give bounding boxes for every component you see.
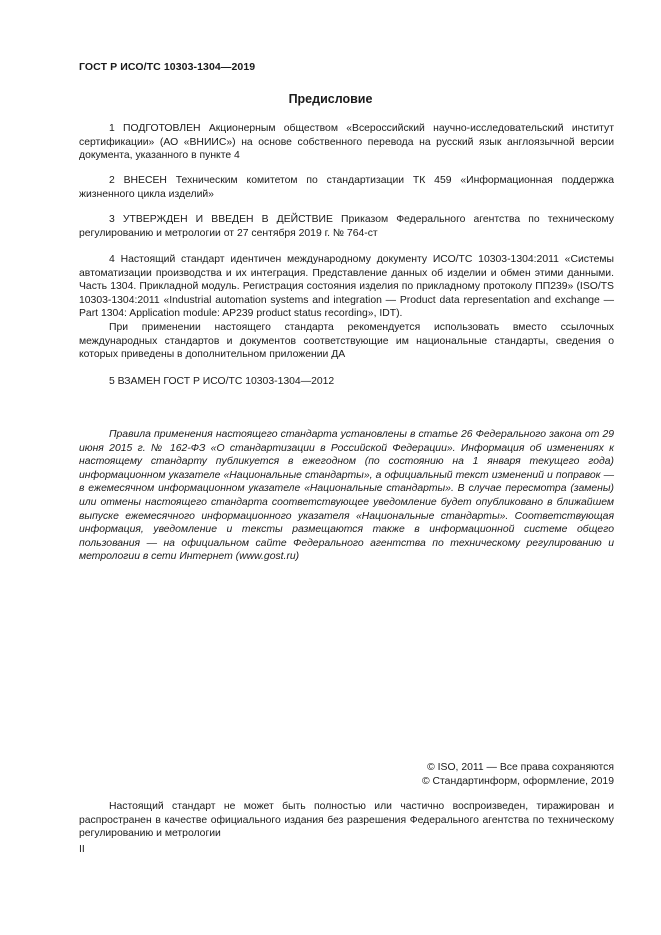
paragraph-prepared-by: 1 ПОДГОТОВЛЕН Акционерным обществом «Всероссийский научно-исследовательский институт сертификации» (АО «ВНИИС») на основе собственного перевода на русский язык англоязычной версии документа, указанного в пункте 4: [79, 123, 614, 162]
paragraph-replaces: 5 ВЗАМЕН ГОСТ Р ИСО/ТС 10303-1304—2012: [109, 376, 335, 387]
paragraph-introduced-by: 2 ВНЕСЕН Техническим комитетом по стандартизации ТК 459 «Информационная поддержка жизненного цикла изделий»: [79, 175, 614, 200]
copyright-iso: © ISO, 2011 — Все права сохраняются: [427, 762, 614, 773]
rules-notice: Правила применения настоящего стандарта установлены в статье 26 Федерального закона от 29 июня 2015 г. № 162-ФЗ «О стандартизации в Российской Федерации». Информация об изменениях к настоящему стандарту публикуется в ежегодном (по состоянию на 1 января текущего года) информационном указателе «Национальные стандарты», а официальный текст изменений и поправок — в ежемесячном информационном указателе «Национальные стандарты». В случае пересмотра (замены) или отмены настоящего стандарта соответствующее уведомление будет опубликовано в ближайшем выпуске ежемесячного информационного указателя «Национальные стандарты». Соответствующая информация, уведомление и тексты размещаются также в информационной системе общего пользования — на официальном сайте Федерального агентства по техническому регулированию и метрологии в сети Интернет (www.gost.ru): [79, 429, 614, 563]
paragraph-reference-standards: При применении настоящего стандарта рекомендуется использовать вместо ссылочных международных стандартов и документов соответствующие им национальные стандарты, сведения о которых приведены в дополнительном приложении ДА: [79, 322, 614, 361]
page-title: Предисловие: [288, 92, 373, 106]
page-number: II: [79, 844, 85, 855]
paragraph-approved: 3 УТВЕРЖДЕН И ВВЕДЕН В ДЕЙСТВИЕ Приказом Федерального агентства по техническому регулированию и метрологии от 27 сентября 2019 г. № 764-ст: [79, 214, 614, 239]
paragraph-identical-standard: 4 Настоящий стандарт идентичен международному документу ИСО/ТС 10303-1304:2011 «Системы автоматизации производства и их интеграция. Представление данных об изделии и обмен этими данными. Часть 1304. Прикладной модуль. Регистрация состояния изделия по прикладному протоколу ПП239» (ISO/TS 10303-1304:2011 «Industrial automation systems and integration — Product data representation and exchange — Part 1304: Application module: AP239 product status recording», IDT).: [79, 254, 614, 320]
copyright-standartinform: © Стандартинформ, оформление, 2019: [421, 776, 614, 787]
reproduction-notice: Настоящий стандарт не может быть полностью или частично воспроизведен, тиражирован и распространен в качестве официального издания без разрешения Федерального агентства по техническому регулированию и метрологии: [79, 801, 614, 840]
standard-code-header: ГОСТ Р ИСО/ТС 10303-1304—2019: [79, 61, 256, 73]
